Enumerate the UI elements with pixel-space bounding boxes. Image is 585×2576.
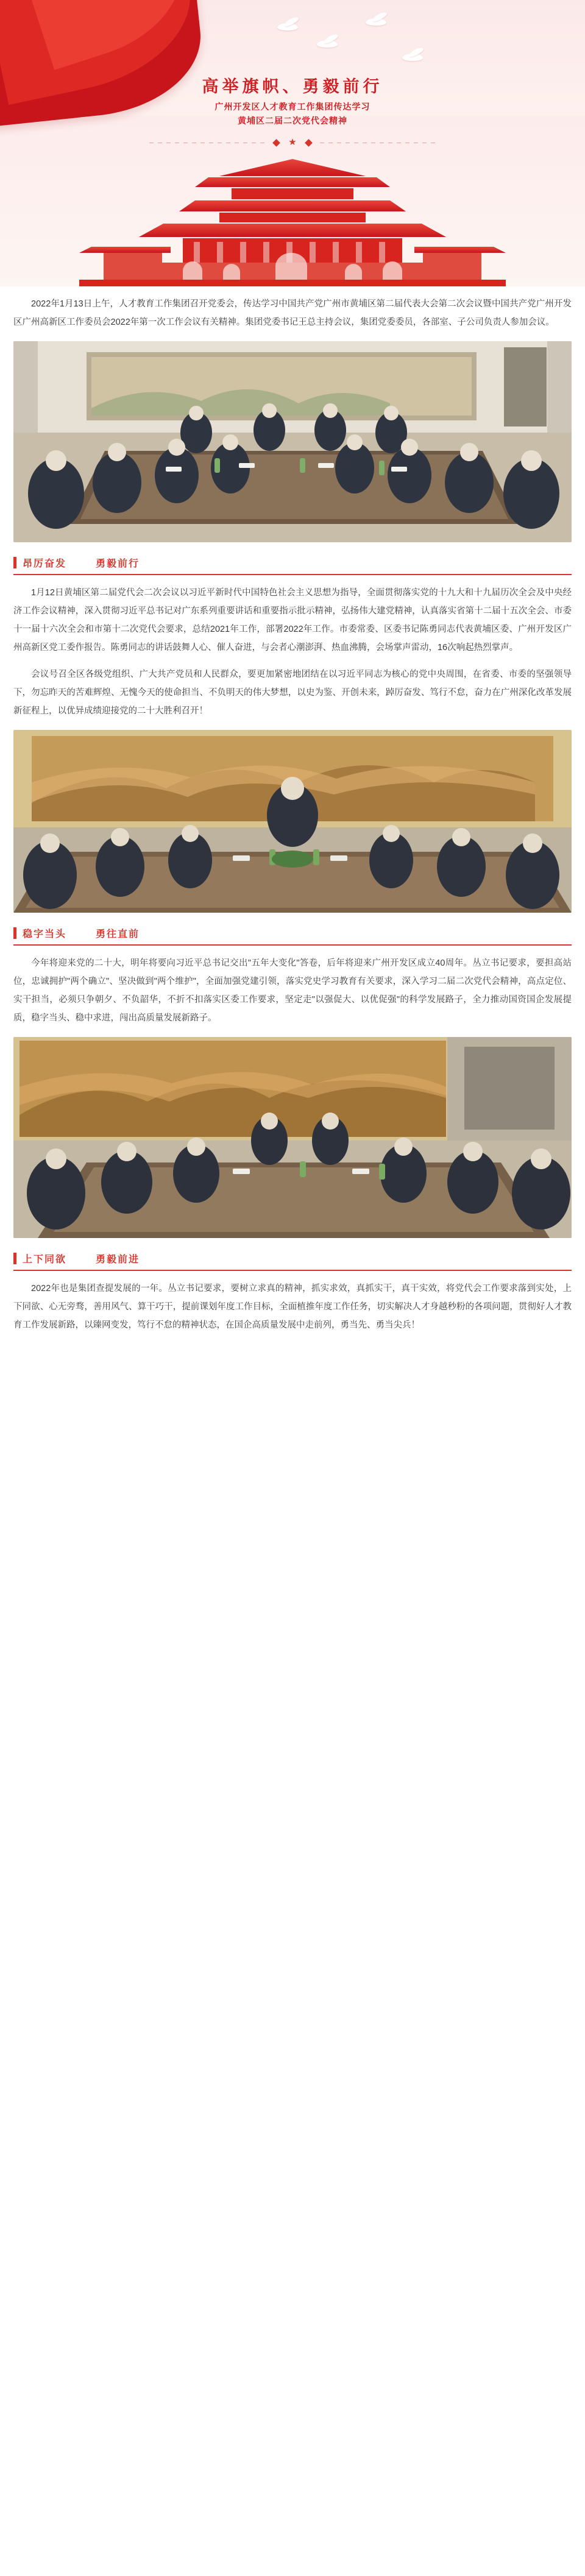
section-1-title-right: 勇毅前行	[96, 559, 140, 569]
section-1-title-left: 昂厉奋发	[23, 559, 67, 569]
section-heading-1	[13, 556, 572, 575]
decorative-divider	[0, 135, 585, 150]
section-accent-bar	[13, 557, 16, 568]
page-title: 高举旗帜、勇毅前行	[202, 77, 383, 96]
meeting-photo-2	[13, 730, 572, 913]
section-accent-bar	[13, 927, 16, 939]
hero-subtitle	[0, 100, 585, 128]
section-accent-bar	[13, 1253, 16, 1264]
paragraph-4: 今年将迎来党的二十大，明年将要向习近平总书记交出"五年大变化"答卷，后年将迎来广州开发区成立40周年。丛立书记要求，要担高站位，忠诚拥护"两个确立"、坚决做到"两个维护"，全面加强党建引领，落实党史学习教育有关要求，深入学习二届二次党代会精神，高点定位、实干担当，必须只争朝夕、不负韶华，不折不扣落实区委工作要求，坚定走"以强促大、以优促强"的科学发展路子，全力推动国资国企发展提质，稳字当头、稳中求进，闯出高质量发展新路子。	[13, 958, 572, 1023]
paragraph-1: 2022年1月13日上午，人才教育工作集团召开党委会，传达学习中国共产党广州市黄埔区第二届代表大会第二次会议暨中国共产党广州开发区广州高新区工作委员会2022年第一次工作会议有关精神。集团党委书记王总主持会议，集团党委委员，各部室、子公司负责人参加会议。	[13, 299, 572, 327]
paragraph-2: 1月12日黄埔区第二届党代会二次会议以习近平新时代中国特色社会主义思想为指导，全面贯彻落实党的十九大和十九届历次全会及中央经济工作会议精神，深入贯彻习近平总书记对广东系列重要讲话和重要指示批示精神，弘扬伟大建党精神，认真落实省第十二届十五次全会、市委十一届十六次全会和市第十二次党代会要求，总结2021年工作，部署2022年工作。市委常委、区委书记陈勇同志代表黄埔区委、广州开发区广州高新区党工委作报告。陈勇同志的讲话鼓舞人心、催人奋进，与会者心潮澎湃、热血沸腾，会场掌声雷动，16次响起热烈掌声。	[13, 588, 572, 653]
paragraph-5: 2022年也是集团查提发展的一年。丛立书记要求，要树立求真的精神，抓实求效，真抓实干，真干实效，将党代会工作要求落到实处，上下同欲、心无旁骛，善用风气、算干巧干，提前课划年度工作目标，全面植推年度工作任务，切实解决人才身越秒粉的各项问题，贯彻好人才教育工作发展新路，以臻网变发，笃行不怠的精神状态，在国企高质量发展中走前列，勇当先、勇当尖兵！	[13, 1284, 572, 1330]
section-3-title-left: 上下同欲	[23, 1254, 67, 1265]
diamond-icon	[272, 139, 280, 147]
paragraph-3: 会议号召全区各级党组织、广大共产党员和人民群众，要更加紧密地团结在以习近平同志为核心的党中央周围，在省委、市委的坚强领导下，勿忘昨天的苦难辉煌、无愧今天的使命担当、不负明天的伟大梦想，以史为鉴、开创未来，踔厉奋发、笃行不怠，奋力在广州深化改革发展新征程上，以优异成绩迎接党的二十大胜利召开！	[13, 670, 572, 716]
hero-subtitle-line1: 广州开发区人才教育工作集团传达学习	[214, 102, 370, 111]
section-2-title-right: 勇往直前	[96, 929, 140, 939]
section-heading-2	[13, 926, 572, 946]
star-icon: ★	[288, 137, 297, 147]
diamond-icon	[305, 139, 313, 147]
section-3-title-right: 勇毅前进	[96, 1254, 140, 1265]
hero-subtitle-line2: 黄埔区二届二次党代会精神	[238, 116, 347, 126]
section-heading-3	[13, 1251, 572, 1271]
hero-banner	[0, 0, 585, 286]
meeting-photo-1	[13, 341, 572, 542]
forbidden-city-illustration-icon	[0, 155, 585, 286]
meeting-photo-3	[13, 1037, 572, 1238]
section-2-title-left: 稳字当头	[23, 929, 67, 939]
